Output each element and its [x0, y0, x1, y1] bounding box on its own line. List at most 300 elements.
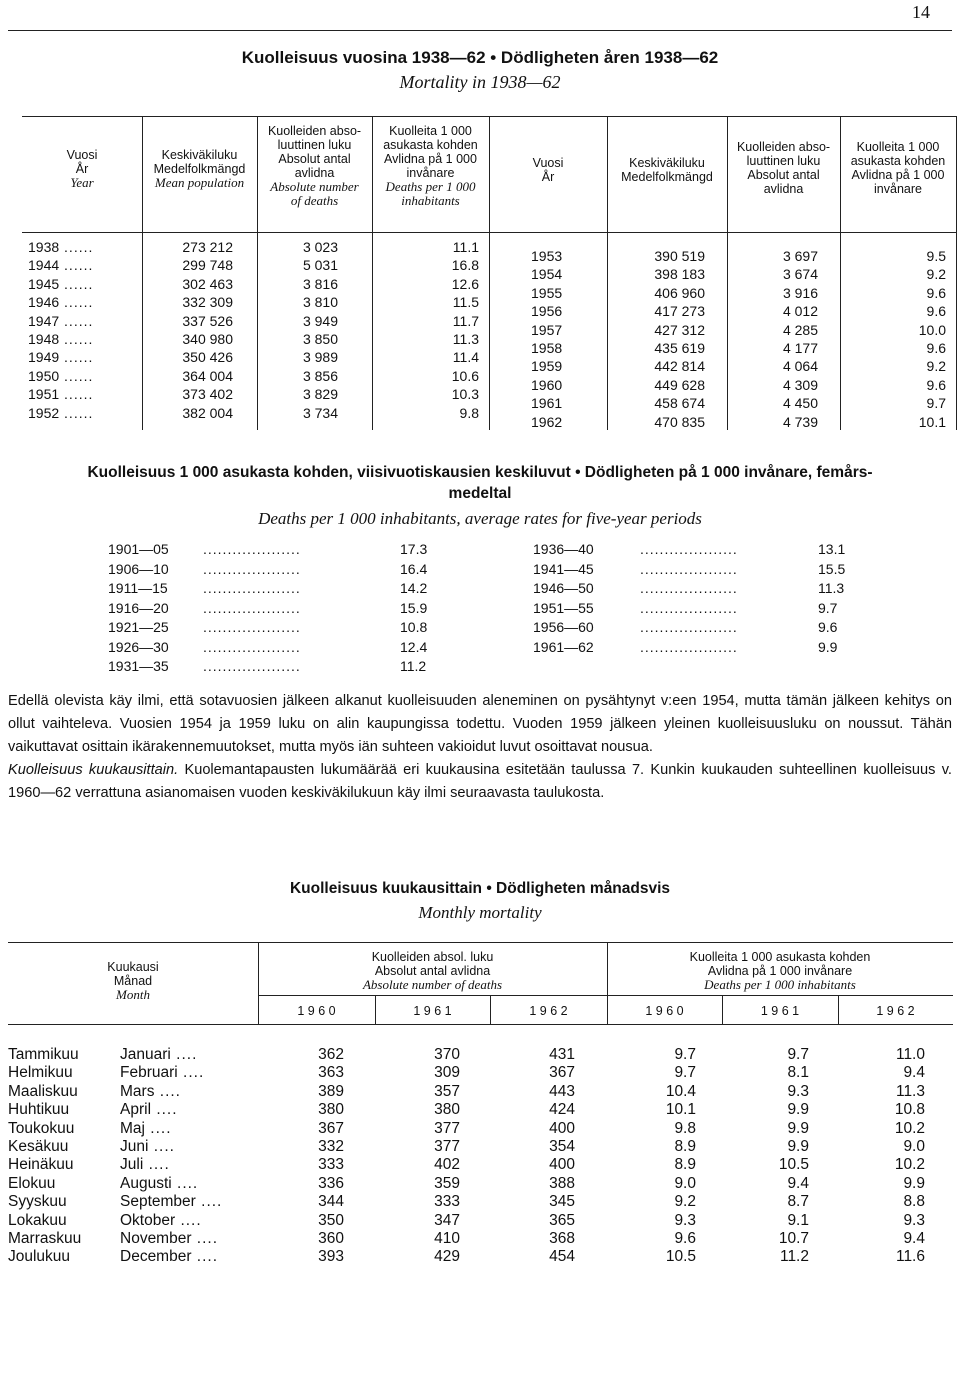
month-row — [8, 1046, 953, 1064]
rate-cell: 11.1 — [452, 239, 479, 255]
header-text: Mean population — [154, 175, 245, 190]
deaths-cell: 3 989 — [302, 349, 338, 366]
leader-dots: ...... — [59, 257, 94, 274]
value-r61: 11.2 — [779, 1248, 809, 1266]
month-finnish: Syyskuu — [8, 1193, 67, 1211]
t1-right-row — [489, 394, 956, 412]
leader-dots: .... — [143, 1156, 170, 1174]
value-a61: 333 — [434, 1193, 460, 1211]
t1-left-row — [22, 293, 489, 311]
average-period: 1916—20 — [108, 599, 169, 616]
spacer — [696, 1230, 721, 1248]
average-value: 9.9 — [818, 638, 838, 655]
header-text: Kuolleita 1 000 asukasta kohden — [689, 950, 871, 964]
month-row — [8, 1212, 953, 1230]
population-cell: 273 212 — [182, 239, 233, 255]
value-r61: 8.1 — [787, 1064, 809, 1082]
deaths-cell: 3 856 — [302, 367, 338, 384]
month-swedish: September — [120, 1193, 196, 1211]
spacer — [809, 1064, 837, 1082]
spacer — [228, 1156, 258, 1174]
average-period: 1921—25 — [108, 619, 169, 635]
month-swedish-cell — [120, 1083, 228, 1101]
leader-dots: .... — [191, 1248, 219, 1266]
paragraph-1: Edellä olevista käy ilmi, että sotavuosien jälkeen alkanut kuolleisuuden aleneminen on pysähtynyt v:een 1954, mutta tämän jälkeen kehitys on ollut vaihteleva. Vuosien 1954 ja 1959 luku on alin kaupungissa todettu. Vuoden 1959 jälkeen yleinen kuolleisuusluku on noussut. Tähän vaikuttavat osittain ikärakennemuutokset, mutta myös iän suhteen vakioidut luvut osoittavat nousua. — [8, 693, 952, 755]
value-a61: 357 — [434, 1082, 460, 1100]
population-cell: 470 835 — [654, 413, 705, 430]
value-r62: 9.0 — [903, 1138, 925, 1156]
header-text: Absolute number — [270, 179, 359, 194]
value-r60: 8.9 — [674, 1138, 696, 1156]
header-text: Kuolleita 1 000 — [389, 124, 472, 138]
leader-dots: .................... — [640, 599, 738, 616]
population-cell: 449 628 — [654, 376, 705, 393]
spacer — [696, 1248, 721, 1266]
year-cell — [22, 312, 142, 330]
spacer — [344, 1212, 374, 1230]
spacer — [696, 1046, 721, 1064]
year-cell: 1957 — [531, 321, 563, 338]
t2-year-header: 1 9 6 0 — [297, 1004, 336, 1018]
monthly-title: Kuolleisuus kuukausittain • Dödligheten månadsvis — [289, 880, 671, 897]
population-cell: 364 004 — [182, 367, 233, 384]
spacer — [228, 1248, 258, 1266]
year-value: 1946 — [28, 294, 60, 311]
t2-year-header: 1 9 6 1 — [413, 1004, 452, 1018]
t1-header-rate-right — [840, 140, 956, 196]
spacer — [460, 1101, 489, 1119]
t1-right-row — [489, 321, 956, 339]
spacer — [809, 1138, 837, 1156]
spacer — [809, 1212, 837, 1230]
rate-cell: 9.6 — [926, 284, 946, 301]
value-a62: 424 — [549, 1101, 575, 1119]
spacer — [575, 1101, 606, 1119]
month-row — [8, 1230, 953, 1248]
month-swedish-cell — [120, 1212, 228, 1230]
value-r61: 10.5 — [778, 1156, 809, 1174]
t2-header-month — [8, 960, 258, 1002]
value-r60: 9.6 — [674, 1230, 696, 1248]
value-r62: 11.3 — [895, 1082, 925, 1100]
spacer — [460, 1138, 489, 1156]
month-swedish-cell — [120, 1156, 228, 1174]
month-finnish: Toukokuu — [8, 1119, 75, 1137]
header-text: invånare — [406, 166, 455, 180]
value-r62: 10.8 — [894, 1101, 925, 1119]
header-text: Absolut antal avlidna — [374, 964, 491, 978]
year-value: 1951 — [28, 386, 60, 403]
deaths-cell: 3 697 — [782, 248, 818, 264]
leader-dots: .... — [195, 1193, 223, 1211]
year-value: 1948 — [28, 331, 60, 348]
rate-cell: 10.0 — [918, 321, 946, 338]
leader-dots: .... — [148, 1138, 175, 1156]
deaths-cell: 3 810 — [302, 294, 338, 311]
year-cell — [22, 330, 142, 348]
spacer — [460, 1248, 489, 1266]
t1-header-year-right — [489, 156, 607, 184]
header-text: Month — [116, 987, 150, 1002]
leader-dots: .................... — [640, 541, 738, 557]
rate-cell: 9.2 — [926, 358, 946, 375]
month-finnish: Marraskuu — [8, 1230, 82, 1248]
spacer — [344, 1083, 374, 1101]
average-value: 15.5 — [818, 560, 846, 577]
spacer — [696, 1212, 721, 1230]
spacer — [344, 1046, 374, 1064]
population-cell: 373 402 — [182, 386, 233, 403]
leader-dots: .... — [175, 1211, 202, 1229]
month-finnish: Huhtikuu — [8, 1101, 70, 1119]
header-text: Deaths per 1 000 inhabitants — [704, 977, 856, 992]
spacer — [460, 1120, 489, 1138]
header-text: Kuolleiden abso- — [736, 140, 831, 154]
leader-dots: .................... — [203, 580, 301, 596]
deaths-cell: 4 064 — [782, 358, 818, 375]
value-a61: 402 — [434, 1156, 460, 1174]
spacer — [344, 1193, 374, 1211]
month-row — [8, 1138, 953, 1156]
table1-title: Kuolleisuus vuosina 1938—62 • Dödligheten åren 1938—62 — [241, 48, 719, 67]
month-swedish-cell — [120, 1230, 228, 1248]
t1-left-row — [22, 256, 489, 274]
population-cell: 458 674 — [654, 395, 705, 412]
average-value: 9.7 — [818, 599, 838, 616]
average-value: 9.6 — [818, 619, 838, 635]
value-r62: 10.2 — [894, 1119, 925, 1137]
spacer — [228, 1083, 258, 1101]
leader-dots: .................... — [640, 580, 738, 596]
leader-dots: .................... — [203, 658, 301, 674]
value-r61: 9.3 — [787, 1082, 809, 1100]
t2-header-rule — [8, 1024, 953, 1025]
value-r60: 10.4 — [665, 1082, 696, 1100]
rate-cell: 10.6 — [451, 367, 479, 384]
year-cell: 1955 — [531, 284, 563, 301]
value-a62: 400 — [549, 1156, 575, 1174]
value-r60: 9.7 — [674, 1064, 696, 1082]
t2-year-header: 1 9 6 0 — [645, 1004, 684, 1018]
t1-right-row — [489, 357, 956, 375]
spacer — [460, 1212, 489, 1230]
spacer — [228, 1175, 258, 1193]
spacer — [809, 1230, 837, 1248]
value-a61: 377 — [434, 1138, 460, 1156]
value-r60: 8.9 — [674, 1156, 696, 1174]
deaths-cell: 4 177 — [782, 340, 818, 357]
spacer — [344, 1230, 374, 1248]
year-cell: 1962 — [531, 413, 563, 430]
leader-dots: .... — [144, 1119, 172, 1137]
spacer — [575, 1083, 606, 1101]
value-a60: 332 — [318, 1138, 344, 1156]
t1-left-row — [22, 238, 489, 256]
value-a61: 410 — [434, 1230, 460, 1248]
month-swedish-cell — [120, 1138, 228, 1156]
spacer — [575, 1120, 606, 1138]
average-period: 1956—60 — [533, 619, 594, 635]
header-text: Kuolleiden abso- — [267, 124, 362, 138]
header-text: Månad — [113, 974, 153, 988]
t1-left-row — [22, 385, 489, 403]
value-r60: 10.1 — [665, 1101, 696, 1119]
month-row — [8, 1175, 953, 1193]
month-swedish: November — [120, 1230, 192, 1248]
header-text: Vuosi — [66, 148, 98, 162]
page-number: 14 — [912, 2, 930, 22]
year-cell — [22, 275, 142, 293]
averages-title-cont: medeltal — [448, 485, 512, 502]
value-r60: 9.8 — [674, 1119, 696, 1137]
spacer — [575, 1156, 606, 1174]
population-cell: 398 183 — [654, 266, 705, 283]
value-a62: 388 — [549, 1174, 575, 1192]
t1-left-body — [22, 238, 489, 422]
month-row — [8, 1083, 953, 1101]
t1-left-row — [22, 275, 489, 293]
spacer — [460, 1156, 489, 1174]
deaths-cell: 4 012 — [782, 303, 818, 320]
spacer — [344, 1064, 374, 1082]
t2-year-header: 1 9 6 1 — [760, 1004, 800, 1018]
spacer — [228, 1120, 258, 1138]
month-swedish-cell — [120, 1064, 228, 1082]
value-r61: 10.7 — [778, 1230, 809, 1248]
value-a60: 336 — [318, 1174, 344, 1192]
t1-header-deaths — [257, 124, 372, 208]
spacer — [809, 1175, 837, 1193]
population-cell: 332 309 — [182, 294, 233, 311]
leader-dots: ...... — [59, 331, 94, 348]
month-swedish: Oktober — [120, 1211, 176, 1229]
spacer — [228, 1193, 258, 1211]
month-swedish: April — [120, 1101, 152, 1119]
leader-dots: .................... — [203, 560, 301, 577]
spacer — [809, 1248, 837, 1266]
header-text: År — [75, 162, 89, 176]
month-finnish: Lokakuu — [8, 1211, 67, 1229]
header-text: Year — [70, 175, 94, 190]
leader-dots: .................... — [203, 619, 301, 635]
month-row — [8, 1120, 953, 1138]
value-a61: 429 — [434, 1248, 460, 1266]
t2-top-rule — [8, 942, 953, 943]
average-period: 1946—50 — [533, 580, 594, 596]
leader-dots: .... — [170, 1046, 198, 1063]
leader-dots: .................... — [203, 541, 301, 557]
average-value: 10.8 — [400, 619, 428, 635]
population-cell: 299 748 — [182, 257, 233, 274]
header-text: Kuolleita 1 000 — [856, 140, 940, 154]
population-cell: 427 312 — [654, 321, 705, 338]
spacer — [696, 1138, 721, 1156]
deaths-cell: 3 949 — [302, 312, 338, 329]
t1-right-row — [489, 247, 956, 265]
spacer — [460, 1083, 489, 1101]
population-cell: 350 426 — [182, 349, 233, 366]
value-a60: 380 — [318, 1101, 344, 1119]
t2-header-absolute — [258, 950, 607, 992]
t1-right-row — [489, 376, 956, 394]
header-text: Keskiväkiluku — [161, 148, 238, 162]
month-row — [8, 1064, 953, 1082]
deaths-cell: 4 309 — [782, 376, 818, 393]
year-cell — [22, 367, 142, 385]
spacer — [809, 1101, 837, 1119]
header-text: of deaths — [290, 193, 339, 208]
value-a60: 344 — [318, 1193, 344, 1211]
population-cell: 435 619 — [654, 340, 705, 357]
population-cell: 382 004 — [182, 404, 233, 421]
average-period: 1906—10 — [108, 560, 169, 577]
rate-cell: 9.6 — [926, 340, 946, 357]
year-cell — [22, 293, 142, 311]
rate-cell: 11.7 — [452, 312, 479, 329]
spacer — [344, 1138, 374, 1156]
month-finnish: Elokuu — [8, 1174, 56, 1192]
deaths-cell: 3 916 — [782, 284, 818, 301]
year-value: 1952 — [28, 404, 60, 421]
value-a62: 367 — [549, 1064, 575, 1082]
spacer — [575, 1230, 606, 1248]
value-r62: 11.0 — [895, 1046, 925, 1063]
spacer — [460, 1046, 489, 1064]
t1-header-population-right — [607, 156, 727, 184]
average-period: 1941—45 — [533, 560, 594, 577]
month-swedish: Februari — [120, 1064, 178, 1082]
header-text: avlidna — [294, 166, 335, 180]
rate-cell: 9.7 — [926, 395, 946, 412]
value-r60: 10.5 — [665, 1248, 696, 1266]
month-swedish: Mars — [120, 1082, 155, 1100]
value-a61: 359 — [434, 1174, 460, 1192]
header-text: Absolute number of deaths — [362, 977, 502, 992]
rate-cell: 9.2 — [926, 266, 946, 283]
average-value: 12.4 — [400, 638, 428, 655]
value-a60: 360 — [318, 1230, 344, 1248]
value-a60: 362 — [318, 1046, 344, 1063]
t1-right-row — [489, 284, 956, 302]
leader-dots: .... — [154, 1082, 181, 1100]
month-swedish-cell — [120, 1101, 228, 1119]
month-swedish-cell — [120, 1046, 228, 1064]
year-value: 1950 — [28, 367, 60, 384]
population-cell: 302 463 — [182, 275, 233, 292]
population-cell: 340 980 — [182, 331, 233, 348]
leader-dots: .... — [151, 1101, 178, 1119]
t1-left-row — [22, 348, 489, 366]
t2-subheader-rule — [258, 995, 953, 996]
spacer — [696, 1083, 721, 1101]
year-cell — [22, 385, 142, 403]
value-r60: 9.2 — [674, 1193, 696, 1211]
rate-cell: 11.4 — [452, 349, 479, 366]
average-value: 11.3 — [818, 580, 845, 596]
spacer — [460, 1230, 489, 1248]
value-a60: 393 — [318, 1248, 344, 1266]
header-text: Avlidna på 1 000 invånare — [707, 964, 853, 978]
header-text: inhabitants — [401, 193, 460, 208]
value-a61: 380 — [434, 1101, 460, 1119]
deaths-cell: 3 023 — [302, 239, 338, 255]
month-swedish: Maj — [120, 1119, 145, 1137]
rate-cell: 12.6 — [451, 275, 479, 292]
spacer — [460, 1175, 489, 1193]
t2-header-rate — [607, 950, 953, 992]
header-text: Vuosi — [532, 156, 564, 170]
average-period: 1951—55 — [533, 599, 594, 616]
spacer — [575, 1248, 606, 1266]
month-finnish: Kesäkuu — [8, 1138, 69, 1156]
spacer — [696, 1175, 721, 1193]
header-text: avlidna — [763, 182, 804, 196]
leader-dots: ...... — [59, 275, 94, 292]
averages-subtitle: Deaths per 1 000 inhabitants, average rates for five-year periods — [258, 509, 702, 528]
t1-right-row — [489, 302, 956, 320]
rate-cell: 9.5 — [926, 248, 946, 264]
t1-right-row — [489, 265, 956, 283]
value-a62: 454 — [549, 1248, 575, 1266]
population-cell: 390 519 — [654, 248, 705, 264]
average-period: 1911—15 — [108, 580, 168, 596]
value-r62: 8.8 — [903, 1193, 925, 1211]
year-cell: 1959 — [531, 358, 563, 375]
leader-dots: .... — [171, 1174, 199, 1192]
t1-right-body — [489, 247, 956, 431]
value-a60: 389 — [318, 1082, 344, 1100]
month-row — [8, 1101, 953, 1119]
t1-header-rate — [372, 124, 489, 208]
value-a61: 347 — [434, 1211, 460, 1229]
header-text: Keskiväkiluku — [629, 156, 705, 170]
value-r62: 9.3 — [903, 1211, 925, 1229]
year-cell — [22, 238, 142, 256]
header-text: Kuukausi — [107, 960, 159, 974]
t1-left-row — [22, 404, 489, 422]
header-text: luuttinen luku — [277, 138, 352, 152]
month-finnish: Heinäkuu — [8, 1156, 74, 1174]
month-row — [8, 1193, 953, 1211]
value-a61: 309 — [434, 1064, 460, 1082]
header-text: luuttinen luku — [746, 154, 821, 168]
month-swedish: Juli — [120, 1156, 144, 1174]
spacer — [575, 1193, 606, 1211]
leader-dots: ...... — [59, 404, 94, 421]
value-a62: 431 — [549, 1046, 575, 1063]
year-value: 1949 — [28, 349, 60, 366]
header-text: Avlidna på 1 000 — [384, 152, 477, 166]
value-r61: 9.4 — [787, 1174, 809, 1192]
t1-header-deaths-right — [727, 140, 840, 196]
value-r62: 9.9 — [903, 1174, 925, 1192]
month-swedish-cell — [120, 1193, 228, 1211]
deaths-cell: 3 850 — [302, 331, 338, 348]
header-text: År — [541, 170, 555, 184]
spacer — [575, 1175, 606, 1193]
year-cell — [22, 404, 142, 422]
value-r62: 9.4 — [903, 1230, 925, 1248]
value-a62: 400 — [549, 1119, 575, 1137]
header-text: Kuolleiden absol. luku — [371, 950, 494, 964]
year-cell — [22, 348, 142, 366]
year-cell: 1954 — [531, 266, 563, 283]
rate-cell: 9.8 — [459, 404, 479, 421]
rate-cell: 10.1 — [918, 413, 946, 430]
deaths-cell: 5 031 — [302, 257, 338, 274]
population-cell: 337 526 — [182, 312, 233, 329]
t1-right-row — [489, 339, 956, 357]
